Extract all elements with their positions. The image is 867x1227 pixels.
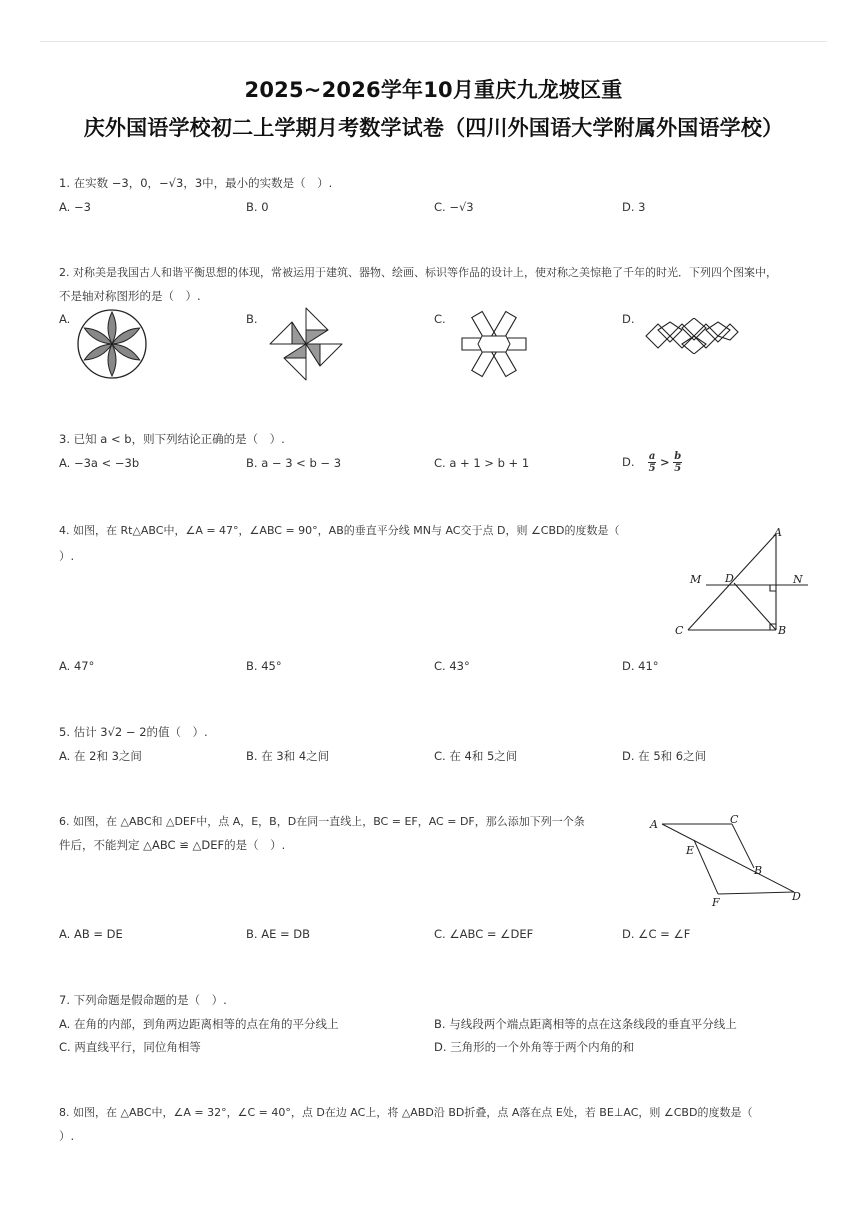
- question-8-line2: ）.: [59, 1129, 75, 1143]
- triangle-abc-figure: [672, 524, 812, 640]
- q4-option-d: D. 41°: [622, 659, 659, 673]
- question-4-line1: 4. 如图，在 Rt△ABC中，∠A = 47°，∠ABC = 90°，AB的垂直平分线 MN与 AC交于点 D，则 ∠CBD的度数是（: [59, 524, 620, 537]
- label-point-m: M: [690, 573, 702, 586]
- q1-option-a: A. −3: [59, 200, 91, 214]
- fig6-label-c: C: [730, 813, 739, 826]
- snowflake-figure: [452, 306, 536, 382]
- q5-option-d: D. 在 5和 6之间: [622, 749, 707, 763]
- question-2-line2: 不是轴对称图形的是（ ）.: [59, 289, 201, 303]
- q3-option-c: C. a + 1 > b + 1: [434, 456, 530, 470]
- question-3-text: 3. 已知 a < b，则下列结论正确的是（ ）.: [59, 432, 285, 446]
- q2-option-a: A.: [59, 312, 71, 326]
- fraction-a-over-5: $\frac{a}{5}$: [648, 451, 656, 474]
- q3-option-a: A. −3a < −3b: [59, 456, 140, 470]
- q5-option-b: B. 在 3和 4之间: [246, 749, 330, 763]
- question-8-line1: 8. 如图，在 △ABC中，∠A = 32°，∠C = 40°，点 D在边 AC上，将 △ABD沿 BD折叠，点 A落在点 E处，若 BE⊥AC，则 ∠CBD的度数是（: [59, 1106, 753, 1119]
- two-triangles-figure: [646, 810, 812, 910]
- q1-option-d: D. 3: [622, 200, 646, 214]
- question-6-line1: 6. 如图，在 △ABC和 △DEF中，点 A，E，B，D在同一直线上，BC = EF，AC = DF，那么添加下列一个条: [59, 815, 585, 828]
- question-4-line2: ）.: [59, 549, 75, 563]
- fraction-b-over-5: $\frac{b}{5}$: [674, 451, 682, 474]
- q7-option-a: A. 在角的内部，到角两边距离相等的点在角的平分线上: [59, 1017, 339, 1031]
- q7-option-b: B. 与线段两个端点距离相等的点在这条线段的垂直平分线上: [434, 1017, 737, 1031]
- q7-option-c: C. 两直线平行，同位角相等: [59, 1040, 201, 1054]
- greater-than-sign: >: [659, 455, 670, 469]
- q6-option-d: D. ∠C = ∠F: [622, 927, 691, 941]
- q4-option-c: C. 43°: [434, 659, 470, 673]
- label-point-b: B: [778, 624, 787, 637]
- q1-option-c: C. −√3: [434, 200, 474, 214]
- q4-option-a: A. 47°: [59, 659, 95, 673]
- question-1-text: 1. 在实数 −3，0，−√3，3中，最小的实数是（ ）.: [59, 176, 333, 190]
- q5-option-a: A. 在 2和 3之间: [59, 749, 142, 763]
- q1-option-b: B. 0: [246, 200, 269, 214]
- question-5-text: 5. 估计 3√2 − 2的值（ ）.: [59, 725, 208, 739]
- fig6-label-f: F: [712, 896, 720, 909]
- exam-title-line2: 庆外国语学校初二上学期月考数学试卷（四川外国语大学附属外国语学校）: [83, 116, 784, 140]
- question-6-line2: 件后，不能判定 △ABC ≌ △DEF的是（ ）.: [59, 838, 286, 852]
- top-divider: [40, 41, 827, 42]
- q7-option-d: D. 三角形的一个外角等于两个内角的和: [434, 1040, 635, 1054]
- q5-option-c: C. 在 4和 5之间: [434, 749, 518, 763]
- question-7-text: 7. 下列命题是假命题的是（ ）.: [59, 993, 227, 1007]
- fig6-label-b: B: [754, 864, 763, 877]
- label-point-d: D: [725, 572, 734, 585]
- q6-option-c: C. ∠ABC = ∠DEF: [434, 927, 534, 941]
- label-point-c: C: [675, 624, 684, 637]
- q2-option-b: B.: [246, 312, 258, 326]
- knot-pattern-figure: [640, 318, 744, 354]
- pinwheel-figure: [266, 304, 346, 384]
- q2-option-c: C.: [434, 312, 446, 326]
- label-point-n: N: [793, 573, 803, 586]
- question-2-line1: 2. 对称美是我国古人和谐平衡思想的体现，常被运用于建筑、器物、绘画、标识等作品的设计上，使对称之美惊艳了千年的时光．下列四个图案中，: [59, 266, 777, 279]
- fig6-label-a: A: [650, 818, 658, 831]
- label-point-a: A: [774, 526, 782, 539]
- exam-title-line1: 2025~2026学年10月重庆九龙坡区重: [244, 78, 623, 102]
- fig6-label-e: E: [686, 844, 695, 857]
- q3-option-d-label: D.: [622, 455, 635, 469]
- flower-pattern-figure: [74, 306, 150, 382]
- q3-option-b: B. a − 3 < b − 3: [246, 456, 342, 470]
- q4-option-b: B. 45°: [246, 659, 282, 673]
- q2-option-d: D.: [622, 312, 635, 326]
- q6-option-b: B. AE = DB: [246, 927, 311, 941]
- q6-option-a: A. AB = DE: [59, 927, 123, 941]
- q3-option-d: [622, 451, 682, 474]
- fig6-label-d: D: [792, 890, 801, 903]
